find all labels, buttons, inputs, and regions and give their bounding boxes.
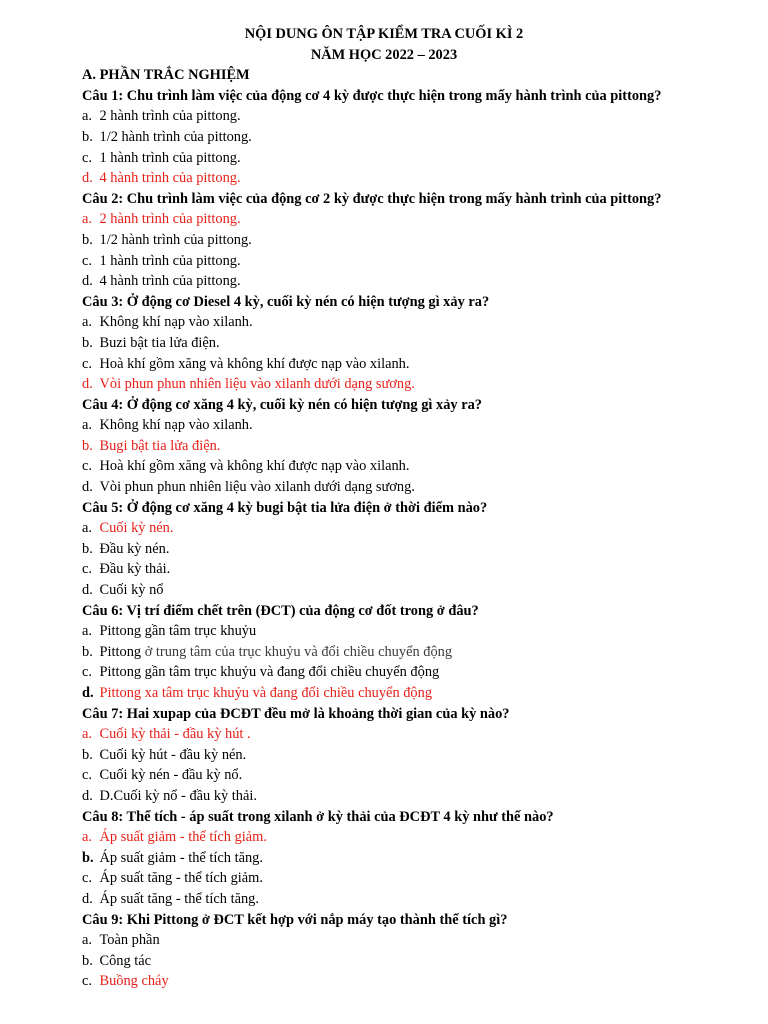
question-text: Câu 2: Chu trình làm việc của động cơ 2 kỳ được thực hiện trong mấy hành trình của pittong?: [82, 190, 662, 207]
question-text: Câu 5: Ở động cơ xăng 4 kỳ bugi bật tia lửa điện ở thời điểm nào?: [82, 499, 488, 516]
title-line-1: NỘI DUNG ÔN TẬP KIỂM TRA CUỐI KÌ 2: [244, 26, 524, 42]
option-item: c. Hoà khí gồm xăng và không khí được nạp vào xilanh.: [82, 458, 410, 475]
option-item: b. Buzi bật tia lửa điện.: [82, 334, 220, 351]
option-item: c. Cuối kỳ nén - đầu kỳ nổ.: [82, 767, 243, 784]
question-text: Câu 9: Khi Pittong ở ĐCT kết hợp với nắp máy tạo thành thể tích gì?: [82, 911, 508, 928]
question-block: [82, 910, 768, 992]
question-block: [82, 498, 768, 601]
option-item: c. Áp suất tăng - thể tích giảm.: [82, 870, 263, 887]
correct-option-item: d. Pittong xa tâm trục khuỷu và đang đổi chiều chuyển động: [82, 685, 433, 701]
option-item: c. 1 hành trình của pittong.: [82, 149, 241, 166]
option-item: b. Cuối kỳ hút - đầu kỳ nén.: [82, 746, 247, 763]
question-block: [82, 86, 768, 189]
question-block: [82, 601, 768, 704]
option-item: c. Hoà khí gồm xăng và không khí được nạp vào xilanh.: [82, 355, 410, 372]
option-item: b. Đầu kỳ nén.: [82, 540, 170, 557]
document-title: [82, 24, 686, 65]
option-item: c. Đầu kỳ thải.: [82, 561, 171, 578]
question-text: Câu 4: Ở động cơ xăng 4 kỳ, cuối kỳ nén có hiện tượng gì xảy ra?: [82, 396, 482, 413]
option-item: d. Cuối kỳ nổ: [82, 582, 164, 599]
option-item: c. 1 hành trình của pittong.: [82, 252, 241, 269]
question-text: Câu 1: Chu trình làm việc của động cơ 4 kỳ được thực hiện trong mấy hành trình của pittong?: [82, 87, 662, 104]
option-item: b. 1/2 hành trình của pittong.: [82, 231, 252, 248]
question-text: Câu 3: Ở động cơ Diesel 4 kỳ, cuối kỳ nén có hiện tượng gì xảy ra?: [82, 293, 490, 310]
question-block: [82, 292, 768, 395]
title-line-2: NĂM HỌC 2022 – 2023: [310, 46, 458, 63]
correct-option-item: c. Buồng cháy: [82, 973, 169, 990]
question-block: [82, 189, 768, 292]
option-item: d. 4 hành trình của pittong.: [82, 273, 241, 290]
option-item: b. Áp suất giảm - thể tích tăng.: [82, 849, 263, 866]
option-item: b. 1/2 hành trình của pittong.: [82, 128, 252, 145]
question-text: Câu 7: Hai xupap của ĐCĐT đều mở là khoảng thời gian của kỳ nào?: [82, 705, 510, 722]
option-item: d. Vòi phun phun nhiên liệu vào xilanh dưới dạng sương.: [82, 479, 415, 496]
option-item: b. Pittong ở trung tâm của trục khuỷu và đổi chiều chuyển động: [82, 643, 453, 660]
option-item: a. Toàn phần: [82, 932, 160, 949]
option-item: a. Không khí nạp vào xilanh.: [82, 314, 253, 331]
correct-option-item: d. Vòi phun phun nhiên liệu vào xilanh dưới dạng sương.: [82, 376, 415, 393]
question-block: [82, 807, 768, 910]
question-block: [82, 395, 768, 498]
option-item: a. Pittong gần tâm trục khuỷu: [82, 623, 257, 640]
correct-option-item: a. 2 hành trình của pittong.: [82, 211, 241, 228]
option-item: d. Áp suất tăng - thể tích tăng.: [82, 890, 259, 907]
option-item: d. D.Cuối kỳ nổ - đầu kỳ thải.: [82, 787, 257, 804]
question-text: Câu 6: Vị trí điểm chết trên (ĐCT) của động cơ đốt trong ở đâu?: [82, 602, 479, 619]
option-item: a. 2 hành trình của pittong.: [82, 108, 241, 125]
correct-option-item: a. Cuối kỳ thải - đầu kỳ hút .: [82, 726, 251, 743]
section-heading: A. PHẦN TRẮC NGHIỆM: [82, 67, 250, 84]
question-text: Câu 8: Thể tích - áp suất trong xilanh ở kỳ thải của ĐCĐT 4 kỳ như thế nào?: [82, 808, 554, 825]
option-item: b. Công tác: [82, 952, 152, 969]
correct-option-item: a. Áp suất giảm - thể tích giảm.: [82, 829, 267, 846]
option-item: c. Pittong gần tâm trục khuỷu và đang đổi chiều chuyển động: [82, 664, 440, 681]
correct-option-item: a. Cuối kỳ nén.: [82, 520, 174, 537]
correct-option-item: b. Bugi bật tia lửa điện.: [82, 437, 221, 454]
option-item: a. Không khí nạp vào xilanh.: [82, 417, 253, 434]
correct-option-item: d. 4 hành trình của pittong.: [82, 170, 241, 187]
question-block: [82, 704, 768, 807]
